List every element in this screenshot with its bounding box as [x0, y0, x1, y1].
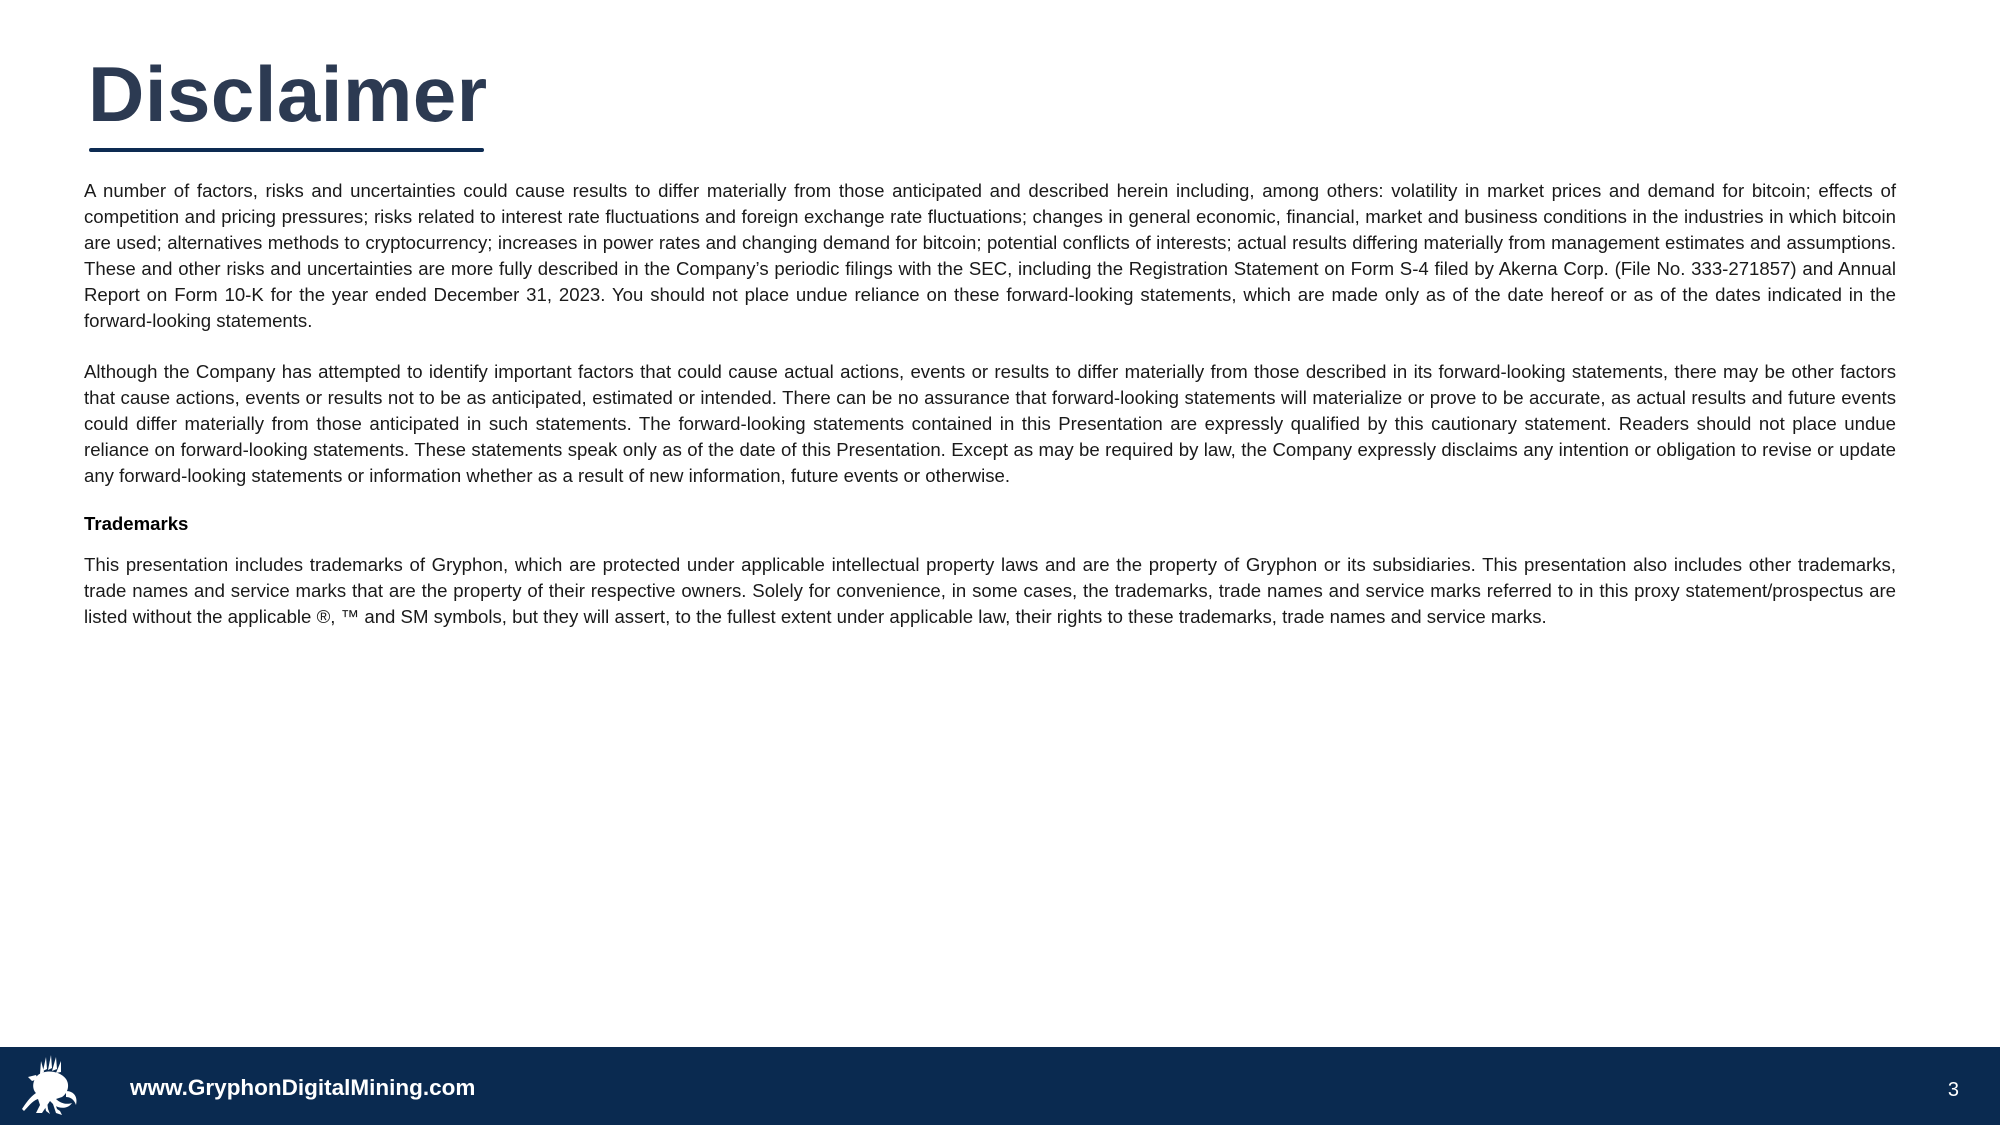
page-number: 3 [1947, 1079, 1959, 1101]
footer-bar [0, 1047, 2000, 1125]
website-link[interactable]: www.GryphonDigitalMining.com [130, 1075, 476, 1100]
trademarks-paragraph: This presentation includes trademarks of Gryphon, which are protected under applicable intellectual property laws and are the property of Gryphon or its subsidiaries. This presentation also includes other trademarks, trade names and service marks that are the property of their respective owners. Solely for convenience, in some cases, the trademarks, trade names and service marks referred to in this proxy statement/prospectus are listed without the applicable ®, ™ and SM symbols, but they will assert, to the fullest extent under applicable law, their rights to these trademarks, trade names and service marks. [84, 553, 1896, 627]
title-underline [89, 148, 484, 152]
disclaimer-body [84, 178, 1896, 629]
forward-looking-paragraph: Although the Company has attempted to identify important factors that could cause actual actions, events or results to differ materially from those described in its forward-looking statements, there may be other factors that cause actions, events or results not to be as anticipated, estimated or intended. There can be no assurance that forward-looking statements will materialize or prove to be accurate, as actual results and future events could differ materially from those anticipated in such statements. The forward-looking statements contained in this Presentation are expressly qualified by this cautionary statement. Readers should not place undue reliance on forward-looking statements. These statements speak only as of the date of this Presentation. Except as may be required by law, the Company expressly disclaims any intention or obligation to revise or update any forward-looking statements or information whether as a result of new information, future events or otherwise. [84, 361, 1896, 486]
page-title: Disclaimer [88, 50, 488, 138]
risk-factors-paragraph: A number of factors, risks and uncertainties could cause results to differ materially from those anticipated and described herein including, among others: volatility in market prices and demand for bitcoin; effects of competition and pricing pressures; risks related to interest rate fluctuations and foreign exchange rate fluctuations; changes in general economic, financial, market and business conditions in the industries in which bitcoin are used; alternatives methods to cryptocurrency; increases in power rates and changing demand for bitcoin; potential conflicts of interests; actual results differing materially from management estimates and assumptions. These and other risks and uncertainties are more fully described in the Company’s periodic filings with the SEC, including the Registration Statement on Form S-4 filed by Akerna Corp. (File No. 333-271857) and Annual Report on Form 10-K for the year ended December 31, 2023. You should not place undue reliance on these forward-looking statements, which are made only as of the date hereof or as of the dates indicated in the forward-looking statements. [84, 180, 1896, 331]
gryphon-logo-icon [16, 1051, 82, 1119]
trademarks-heading: Trademarks [84, 512, 189, 534]
